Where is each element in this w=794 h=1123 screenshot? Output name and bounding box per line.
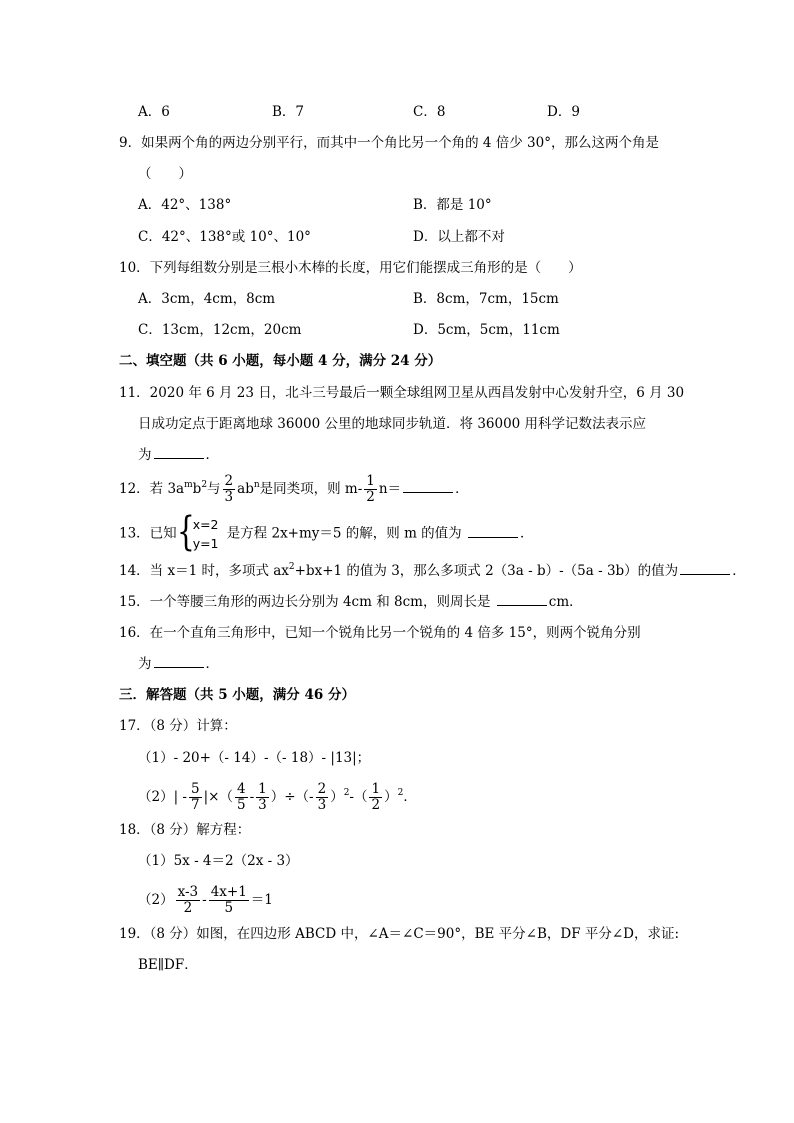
q16-period: ．	[205, 656, 219, 672]
denominator: 3	[224, 489, 234, 505]
q8-option-c: C．8	[413, 104, 446, 120]
equation-row: y=1	[192, 536, 219, 551]
exponent: 2	[397, 788, 404, 798]
q13-line	[119, 509, 534, 555]
exponent: 2	[201, 480, 208, 490]
exponent: 2	[288, 562, 295, 572]
q13-period: ．	[519, 525, 534, 542]
q9-option-b: B．都是 10°	[413, 197, 492, 213]
q8-option-b: B．7	[272, 104, 305, 120]
q9-option-a: A．42°、138°	[138, 197, 232, 213]
denominator: 3	[317, 797, 327, 813]
q10-stem: 10．下列每组数分别是三根小木棒的长度，用它们能摆成三角形的是（ ）	[119, 260, 582, 276]
q17-part-2	[138, 782, 417, 813]
numerator: x-3	[177, 884, 199, 900]
numerator: 1	[371, 781, 381, 797]
numerator: 1	[258, 781, 267, 797]
q12-line	[119, 474, 469, 505]
q11-line-2: 日成功定点于距离地球 36000 公里的地球同步轨道．将 36000 用科学记数法表示应	[138, 416, 647, 432]
denominator: 7	[191, 797, 200, 813]
q16-line-2	[138, 655, 219, 673]
denominator: 2	[371, 797, 381, 813]
answer-blank[interactable]	[497, 593, 547, 606]
q10-option-a: A．3cm，4cm，8cm	[138, 291, 276, 307]
equation-system	[176, 509, 227, 555]
q14-text: 14．当 x＝1 时，多项式 ax	[119, 563, 289, 579]
numerator: 2	[317, 781, 327, 797]
q12-text: ab	[237, 481, 254, 497]
q11-text: 为	[138, 447, 152, 463]
q10-option-d: D．5cm，5cm，11cm	[413, 322, 560, 338]
q15-line	[119, 593, 583, 611]
fraction	[364, 474, 377, 505]
exponent: 2	[343, 788, 350, 798]
answer-blank[interactable]	[154, 655, 204, 668]
q18-text: -	[202, 892, 207, 908]
q15-text: 15．一个等腰三角形的两边长分别为 4cm 和 8cm，则周长是	[119, 594, 491, 610]
fraction	[189, 782, 202, 813]
section-3-heading: 三．解答题（共 5 小题，满分 46 分）	[119, 687, 355, 703]
q11-line-3	[138, 446, 219, 464]
q13-text: 13．已知	[119, 525, 177, 542]
q18-part-2	[138, 885, 273, 916]
q11-period: ．	[205, 447, 219, 463]
q17-text: ）	[330, 789, 344, 805]
q17-text: |×（	[203, 789, 233, 805]
q18-head: 18．（8 分）解方程：	[119, 822, 251, 838]
numerator: 4	[236, 781, 246, 797]
fraction	[316, 782, 329, 813]
q9-paren: （ ）	[138, 166, 192, 182]
q14-period: ．	[732, 563, 746, 579]
q12-text: n＝	[378, 481, 402, 497]
q19-line-1: 19．（8 分）如图，在四边形 ABCD 中，∠A＝∠C＝90°，BE 平分∠B，DF 平分∠D，求证:	[119, 926, 680, 942]
fraction	[369, 782, 382, 813]
q17-text: ）	[384, 789, 398, 805]
denominator: 3	[258, 797, 267, 813]
q12-text: 12．若 3a	[119, 481, 185, 497]
answer-blank[interactable]	[468, 525, 518, 538]
q14-text: +bx+1 的值为 3，那么多项式 2（3a - b）-（5a - 3b）的值为	[294, 563, 679, 579]
q17-part-1: （1）- 20+（- 14）-（- 18）- |13|；	[138, 750, 371, 766]
denominator: 5	[224, 900, 234, 916]
q9-option-d: D．以上都不对	[413, 229, 505, 245]
q17-text: ）÷（-	[270, 789, 314, 805]
q12-text: b	[192, 481, 202, 497]
q14-line	[119, 562, 746, 580]
exponent: n	[253, 480, 260, 490]
q17-period: ．	[403, 789, 417, 805]
brace-icon: {	[176, 509, 195, 555]
q12-period: ．	[455, 481, 469, 497]
q18-text: （2）	[138, 892, 174, 908]
fraction	[223, 474, 236, 505]
numerator: 1	[366, 473, 375, 489]
numerator: 4x+1	[210, 884, 247, 900]
denominator: 2	[366, 489, 375, 505]
numerator: 5	[191, 781, 200, 797]
answer-blank[interactable]	[403, 480, 453, 493]
fraction	[209, 885, 249, 916]
section-2-heading: 二、填空题（共 6 小题，每小题 4 分，满分 24 分）	[119, 353, 442, 369]
fraction	[235, 782, 248, 813]
q17-text: -（	[349, 789, 368, 805]
q15-unit: cm．	[548, 594, 583, 610]
q8-option-a: A．6	[138, 104, 170, 120]
q18-part-1: （1）5x - 4＝2（2x - 3）	[138, 853, 299, 869]
q17-head: 17．（8 分）计算：	[119, 718, 237, 734]
q12-text: 与	[207, 481, 221, 497]
q16-text: 为	[138, 656, 152, 672]
q11-line-1: 11．2020 年 6 月 23 日，北斗三号最后一颗全球组网卫星从西昌发射中心发射升空，6 月 30	[119, 385, 685, 401]
q10-option-b: B．8cm，7cm，15cm	[413, 291, 559, 307]
numerator: 2	[224, 473, 234, 489]
fraction	[176, 885, 201, 916]
fraction	[256, 782, 269, 813]
denominator: 5	[236, 797, 246, 813]
exponent: m	[184, 480, 193, 490]
denominator: 2	[183, 900, 193, 916]
q9-stem: 9．如果两个角的两边分别平行，而其中一个角比另一个角的 4 倍少 30°，那么这两个角是	[119, 135, 659, 151]
q17-text: -	[249, 789, 255, 805]
q12-text: 是同类项，则 m-	[259, 481, 363, 497]
q13-text: 是方程 2x+my＝5 的解，则 m 的值为	[226, 525, 462, 542]
q10-option-c: C．13cm，12cm，20cm	[138, 322, 302, 338]
q19-line-2: BE∥DF．	[138, 957, 198, 973]
q8-option-d: D．9	[547, 104, 580, 120]
q18-text: ＝1	[250, 892, 273, 908]
q16-line-1: 16．在一个直角三角形中，已知一个锐角比另一个锐角的 4 倍多 15°，则两个锐角分别	[119, 625, 641, 641]
q9-option-c: C．42°、138°或 10°、10°	[138, 229, 311, 245]
answer-blank[interactable]	[680, 562, 730, 575]
q17-text: （2）| -	[138, 789, 187, 805]
answer-blank[interactable]	[154, 446, 204, 459]
equation-row: x=2	[192, 517, 219, 532]
